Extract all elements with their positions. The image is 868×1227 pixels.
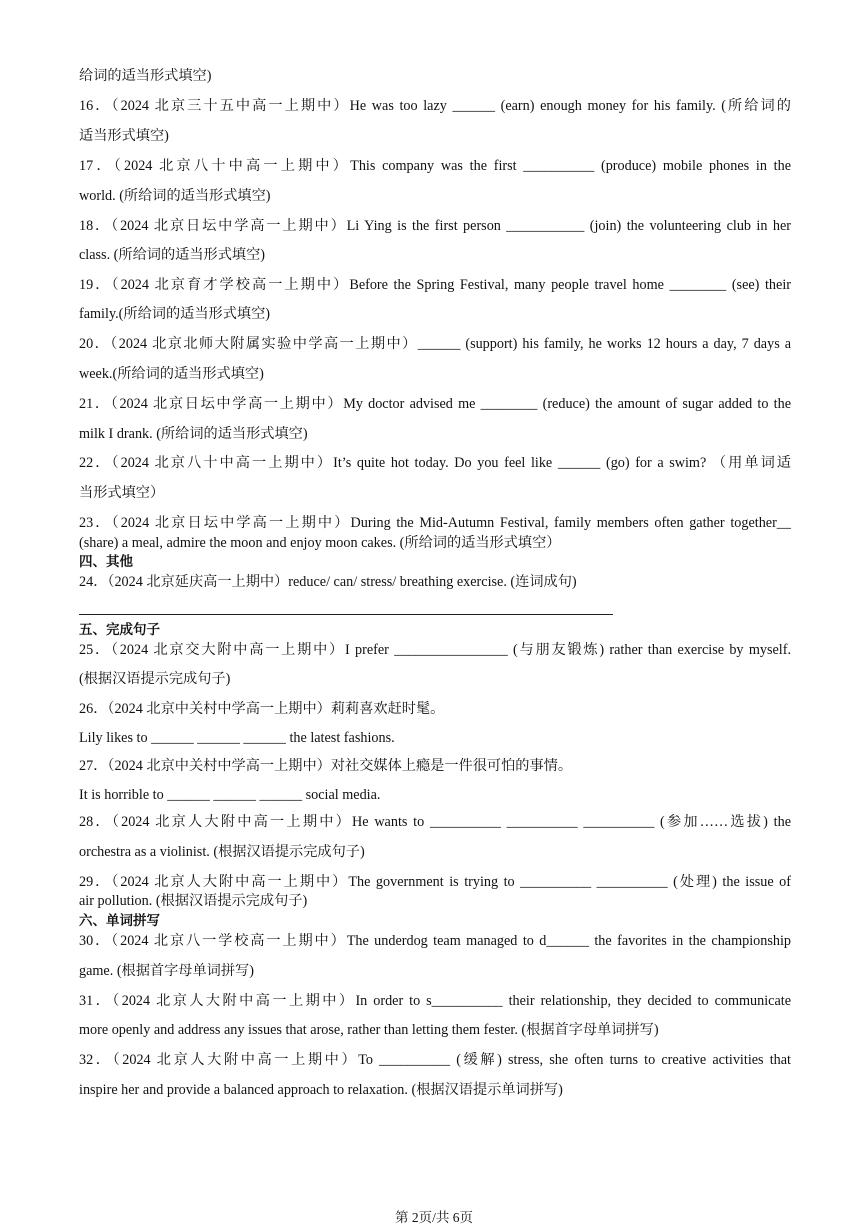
question-30: 30．（2024 北京八一学校高一上期中）The underdog team managed to d______ the favorites in the championship — [79, 933, 791, 949]
question-27-answer: It is horrible to ______ ______ ______ social media. — [79, 787, 381, 803]
question-23-continuation: (share) a meal, admire the moon and enjoy moon cakes. (所给词的适当形式填空） — [79, 535, 561, 551]
question-26-answer: Lily likes to ______ ______ ______ the latest fashions. — [79, 730, 395, 746]
question-19: 19．（2024 北京育才学校高一上期中）Before the Spring Festival, many people travel home ________ (see) their — [79, 277, 791, 293]
question-17-continuation: world. (所给词的适当形式填空) — [79, 188, 271, 204]
section-heading-other: 四、其他 — [79, 554, 133, 570]
question-16: 16．（2024 北京三十五中高一上期中）He was too lazy ______ (earn) enough money for his family. (所给词的 — [79, 98, 791, 114]
question-23: 23．（2024 北京日坛中学高一上期中）During the Mid-Autumn Festival, family members often gather together__ — [79, 515, 791, 531]
question-29: 29．（2024 北京人大附中高一上期中）The government is trying to __________ __________ (处理) the issue of — [79, 874, 791, 890]
page-number: 第 2页/共 6页 — [394, 1210, 473, 1225]
question-28: 28．（2024 北京人大附中高一上期中）He wants to __________ __________ __________ (参加……选拔) the — [79, 814, 791, 830]
question-17: 17．（2024 北京八十中高一上期中）This company was the first __________ (produce) mobile phones in the — [79, 158, 791, 174]
question-32-continuation: inspire her and provide a balanced approach to relaxation. (根据汉语提示单词拼写) — [79, 1082, 563, 1098]
question-26: 26．（2024 北京中关村中学高一上期中）莉莉喜欢赶时髦。 — [79, 701, 445, 717]
question-27: 27．（2024 北京中关村中学高一上期中）对社交媒体上瘾是一件很可怕的事情。 — [79, 758, 573, 774]
question-30-continuation: game. (根据首字母单词拼写) — [79, 963, 254, 979]
section-heading-complete-sentences: 五、完成句子 — [79, 622, 160, 638]
question-15-continuation: 给词的适当形式填空) — [79, 68, 212, 84]
section-heading-spelling: 六、单词拼写 — [79, 913, 160, 929]
question-18: 18．（2024 北京日坛中学高一上期中）Li Ying is the first person ___________ (join) the volunteering club in her — [79, 218, 791, 234]
answer-line — [79, 614, 613, 615]
question-25-continuation: (根据汉语提示完成句子) — [79, 671, 231, 687]
question-28-continuation: orchestra as a violinist. (根据汉语提示完成句子) — [79, 844, 365, 860]
question-31: 31．（2024 北京人大附中高一上期中）In order to s__________ their relationship, they decided to communicate — [79, 993, 791, 1009]
question-32: 32．（2024 北京人大附中高一上期中）To __________ (缓解) stress, she often turns to creative activities that — [79, 1052, 791, 1068]
question-22: 22．（2024 北京八十中高一上期中）It’s quite hot today. Do you feel like ______ (go) for a swim? （用单词适 — [79, 455, 791, 471]
question-16-continuation: 适当形式填空) — [79, 128, 169, 144]
question-18-continuation: class. (所给词的适当形式填空) — [79, 247, 265, 263]
question-24: 24．（2024 北京延庆高一上期中）reduce/ can/ stress/ breathing exercise. (连词成句) — [79, 574, 577, 590]
question-19-continuation: family.(所给词的适当形式填空) — [79, 306, 270, 322]
question-21-continuation: milk I drank. (所给词的适当形式填空) — [79, 426, 308, 442]
question-21: 21．（2024 北京日坛中学高一上期中）My doctor advised me ________ (reduce) the amount of sugar added to the — [79, 396, 791, 412]
question-31-continuation: more openly and address any issues that arose, rather than letting them fester. (根据首字母单词拼写) — [79, 1022, 659, 1038]
question-25: 25．（2024 北京交大附中高一上期中）I prefer ________________ (与朋友锻炼) rather than exercise by myself. — [79, 642, 791, 658]
question-29-continuation: air pollution. (根据汉语提示完成句子) — [79, 893, 308, 909]
question-20: 20．（2024 北京北师大附属实验中学高一上期中）______ (support) his family, he works 12 hours a day, 7 days a — [79, 336, 791, 352]
question-20-continuation: week.(所给词的适当形式填空) — [79, 366, 264, 382]
question-22-continuation: 当形式填空） — [79, 485, 165, 501]
